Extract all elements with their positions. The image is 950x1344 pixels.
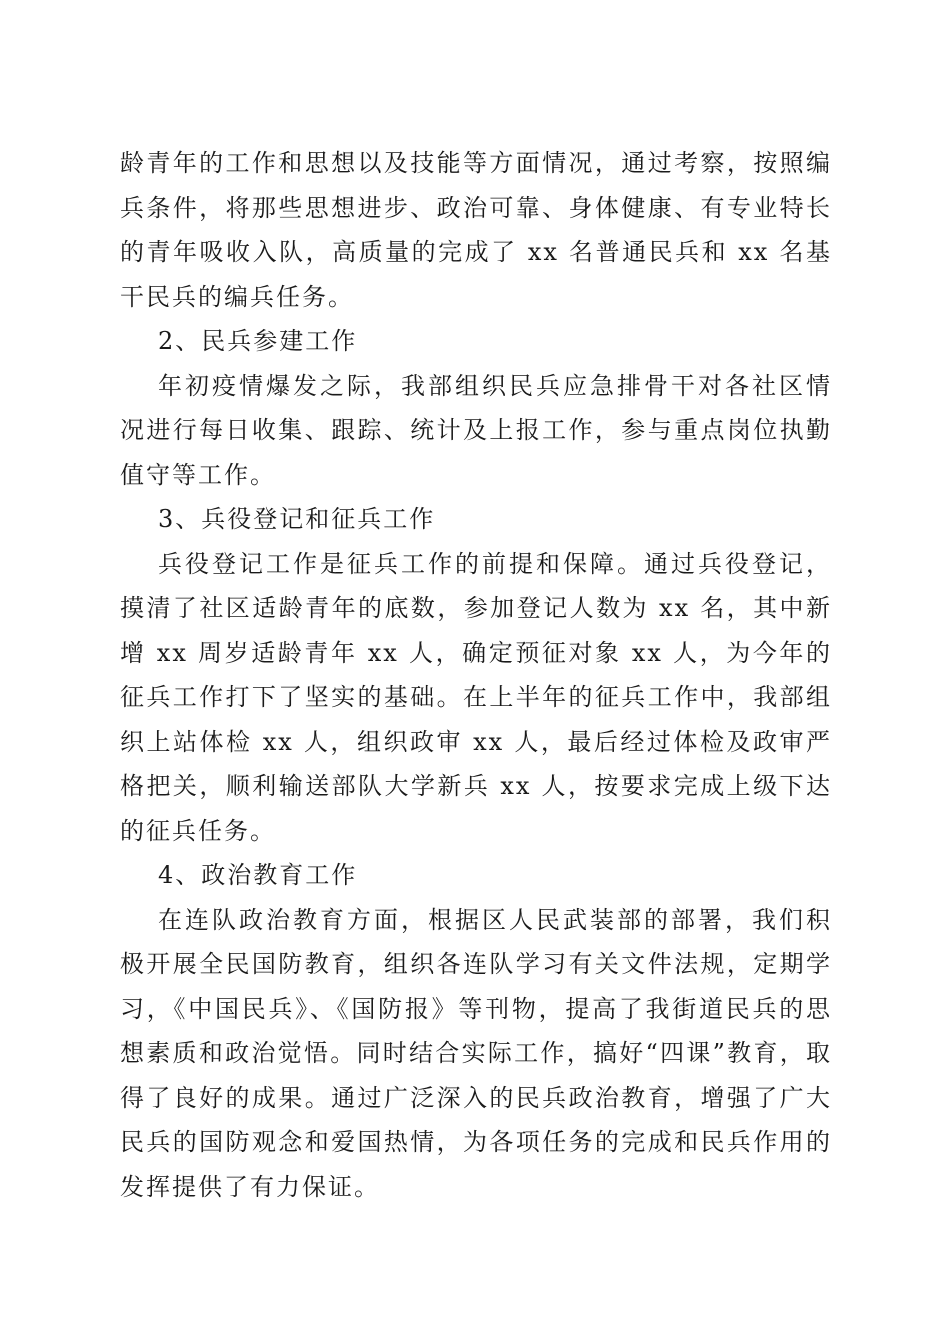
heading-militia-participation: 2、民兵参建工作 [158, 327, 358, 355]
heading-political-education: 4、政治教育工作 [158, 861, 358, 889]
paragraph-militia-participation: 年初疫情爆发之际，我部组织民兵应急排骨干对各社区情况进行每日收集、跟踪、统计及上报工作，参与重点岗位执勤值守等工作。 [120, 371, 832, 489]
paragraph-recruitment-continued: 龄青年的工作和思想以及技能等方面情况，通过考察，按照编兵条件，将那些思想进步、政治可靠、身体健康、有专业特长的青年吸收入队，高质量的完成了 xx 名普通民兵和 xx 名基干民兵的编兵任务。 [120, 149, 832, 311]
paragraph-registration-conscription: 兵役登记工作是征兵工作的前提和保障。通过兵役登记，摸清了社区适龄青年的底数，参加登记人数为 xx 名，其中新增 xx 周岁适龄青年 xx 人，确定预征对象 xx 人，为今年的征兵工作打下了坚实的基础。在上半年的征兵工作中，我部组织上站体检 xx 人，组织政审 xx 人，最后经过体检及政审严格把关，顺利输送部队大学新兵 xx 人，按要求完成上级下达的征兵任务。 [120, 549, 832, 845]
paragraph-political-education: 在连队政治教育方面，根据区人民武装部的部署，我们积极开展全民国防教育，组织各连队学习有关文件法规，定期学习，《中国民兵》、《国防报》等刊物，提高了我街道民兵的思想素质和政治觉悟。同时结合实际工作，搞好“四课”教育，取得了良好的成果。通过广泛深入的民兵政治教育，增强了广大民兵的国防观念和爱国热情，为各项任务的完成和民兵作用的发挥提供了有力保证。 [120, 905, 832, 1201]
heading-registration-conscription: 3、兵役登记和征兵工作 [158, 505, 436, 533]
document-body [120, 141, 832, 1209]
